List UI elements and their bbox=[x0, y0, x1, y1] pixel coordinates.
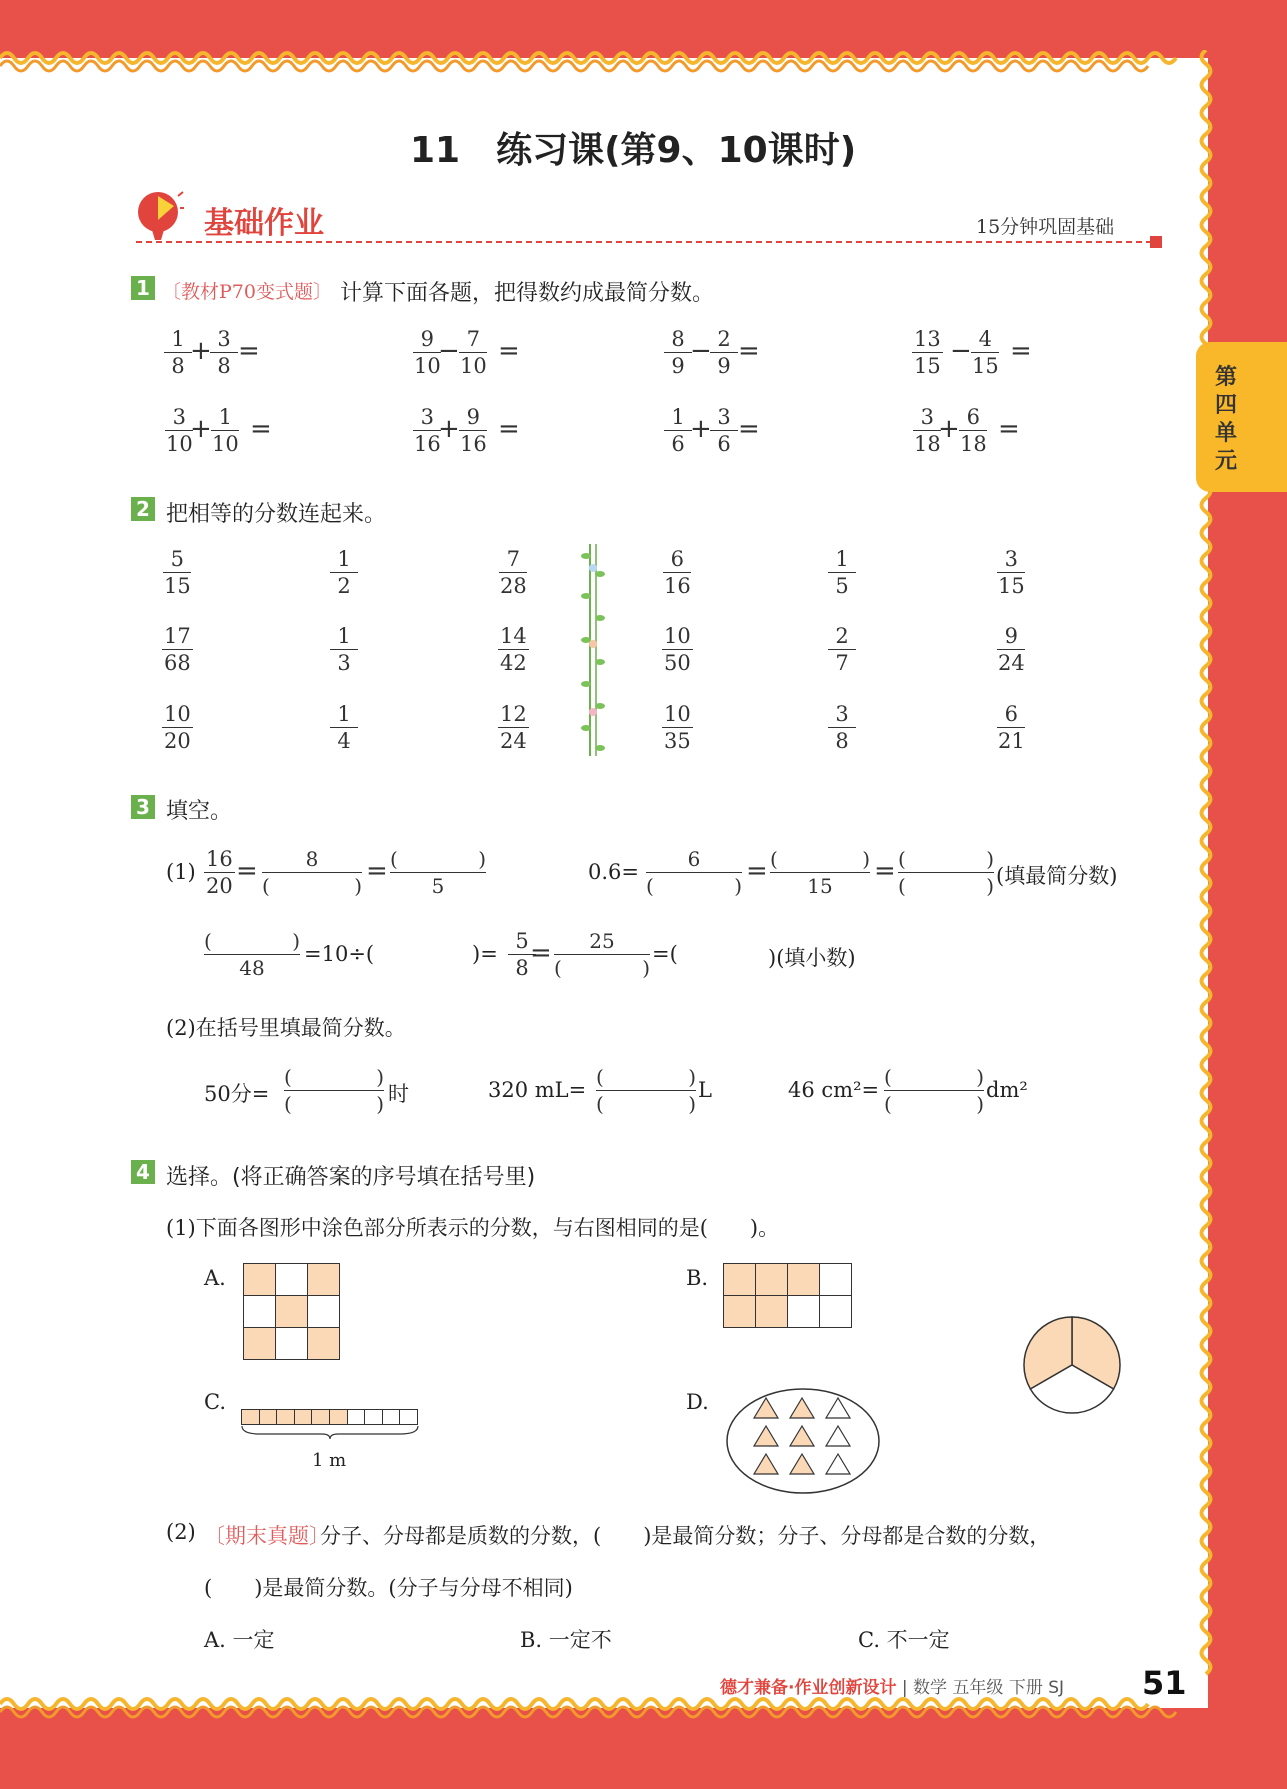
blank-fraction bbox=[646, 846, 742, 899]
denominator: 28 bbox=[500, 574, 527, 598]
paren: ( bbox=[898, 874, 906, 898]
unit-convert-label: 50分= bbox=[204, 1082, 270, 1106]
numerator: 5 bbox=[163, 546, 191, 573]
option-label-b: B. bbox=[686, 1266, 709, 1290]
numerator: 10 bbox=[664, 702, 691, 726]
page-title: 11 练习课(第9、10课时) bbox=[410, 130, 857, 171]
denominator: 8 bbox=[835, 729, 849, 753]
match-fraction-right bbox=[662, 546, 693, 599]
unit: dm² bbox=[986, 1078, 1028, 1102]
operator: + bbox=[190, 336, 212, 366]
match-fraction-right bbox=[662, 701, 693, 754]
match-fraction-left bbox=[498, 623, 529, 676]
equals-sign: = bbox=[1010, 336, 1032, 366]
equals-sign: = bbox=[238, 336, 260, 366]
blank-fraction[interactable] bbox=[284, 1064, 384, 1117]
choice-b[interactable]: B. 一定不 bbox=[520, 1628, 612, 1652]
blank-fraction bbox=[204, 928, 300, 981]
numerator: 6 bbox=[997, 701, 1025, 728]
numerator: 14 bbox=[500, 624, 527, 648]
denominator: 50 bbox=[664, 651, 691, 675]
paren: ( bbox=[284, 1092, 292, 1116]
choice-c[interactable]: C. 不一定 bbox=[858, 1628, 950, 1652]
footer-sep: | bbox=[901, 1678, 908, 1698]
grid-cell bbox=[819, 1295, 852, 1328]
numerator: 10 bbox=[664, 624, 691, 648]
equals-sign: = bbox=[250, 414, 272, 444]
numerator: 1 bbox=[330, 623, 358, 650]
expression-fraction bbox=[970, 326, 1001, 379]
paren: ( bbox=[204, 929, 212, 953]
footer-grade: 五年级 bbox=[952, 1678, 1004, 1698]
paren: ) bbox=[862, 847, 870, 871]
denominator: 3 bbox=[337, 651, 351, 675]
expression-fraction bbox=[664, 404, 692, 457]
match-fraction-right bbox=[662, 623, 693, 676]
paren: ) bbox=[688, 1065, 696, 1089]
question-number: 3 bbox=[131, 795, 155, 819]
denominator: 7 bbox=[835, 651, 849, 675]
equals-sign: = bbox=[998, 414, 1020, 444]
numerator: 17 bbox=[164, 624, 191, 648]
numerator: 5 bbox=[508, 928, 536, 955]
match-fraction-right bbox=[996, 546, 1027, 599]
match-fraction-left bbox=[330, 623, 358, 676]
unit-convert-label: 320 mL= bbox=[488, 1078, 587, 1102]
denominator: 15 bbox=[914, 354, 941, 378]
unit-convert-label: 46 cm²= bbox=[788, 1078, 880, 1102]
grid-cell bbox=[755, 1263, 788, 1296]
equals-sign: = bbox=[498, 414, 520, 444]
match-fraction-left bbox=[162, 701, 193, 754]
operator: + bbox=[938, 414, 960, 444]
operator: + bbox=[690, 414, 712, 444]
denominator: 21 bbox=[998, 729, 1025, 753]
match-fraction-left bbox=[162, 623, 193, 676]
part-text: (2)在括号里填最简分数。 bbox=[166, 1016, 406, 1040]
numerator: 8 bbox=[262, 846, 362, 873]
match-fraction-right bbox=[828, 546, 856, 599]
fill-note: (填最简分数) bbox=[996, 864, 1118, 888]
equals-sign: = bbox=[746, 856, 768, 886]
option-b-grid[interactable] bbox=[723, 1263, 853, 1328]
denominator: 2 bbox=[337, 574, 351, 598]
numerator: 3 bbox=[210, 326, 238, 353]
strip-cell bbox=[399, 1409, 418, 1425]
denominator: 24 bbox=[998, 651, 1025, 675]
denominator-blank[interactable] bbox=[554, 955, 650, 981]
paren: ( bbox=[884, 1065, 892, 1089]
grid-cell bbox=[275, 1295, 308, 1328]
equals-paren[interactable]: =( bbox=[652, 942, 678, 966]
denominator: 9 bbox=[671, 354, 685, 378]
part-text: (1)下面各图形中涂色部分所表示的分数，与右图相同的是( )。 bbox=[166, 1216, 780, 1240]
grid-cell bbox=[755, 1295, 788, 1328]
denominator: 10 bbox=[414, 354, 441, 378]
option-d-triangles[interactable] bbox=[724, 1386, 882, 1496]
operator: − bbox=[950, 336, 972, 366]
match-fraction-right bbox=[996, 701, 1027, 754]
numerator: 1 bbox=[330, 701, 358, 728]
question-number: 4 bbox=[131, 1160, 155, 1184]
grid-cell bbox=[307, 1327, 340, 1360]
numerator: 3 bbox=[913, 404, 941, 431]
paren: ) bbox=[986, 874, 994, 898]
footer-term: 下册 bbox=[1008, 1678, 1043, 1698]
fraction bbox=[204, 846, 235, 899]
denominator: 4 bbox=[337, 729, 351, 753]
grid-cell bbox=[275, 1263, 308, 1296]
denominator: 16 bbox=[664, 574, 691, 598]
paren: ) bbox=[734, 874, 742, 898]
division-text: =10÷( bbox=[304, 942, 375, 966]
part-label: (2) bbox=[166, 1520, 196, 1544]
denominator: 15 bbox=[164, 574, 191, 598]
blank-fraction[interactable] bbox=[596, 1064, 696, 1117]
match-fraction-left bbox=[498, 546, 529, 599]
option-a-grid[interactable] bbox=[243, 1263, 339, 1359]
equals-sign: = bbox=[498, 336, 520, 366]
match-fraction-left bbox=[330, 701, 358, 754]
match-fraction-left bbox=[498, 701, 529, 754]
paren: ) bbox=[986, 847, 994, 871]
top-wave-border bbox=[0, 40, 1287, 80]
denominator: 15 bbox=[972, 354, 999, 378]
strip-cell bbox=[294, 1409, 313, 1425]
part-text: ( )是最简分数。(分子与分母不相同) bbox=[204, 1576, 573, 1600]
denominator: 16 bbox=[414, 432, 441, 456]
grid-cell bbox=[243, 1327, 276, 1360]
strip-cell bbox=[241, 1409, 260, 1425]
expression-fraction bbox=[710, 326, 738, 379]
choice-a[interactable]: A. 一定 bbox=[204, 1628, 275, 1652]
decimal-label: 0.6= bbox=[588, 860, 639, 884]
question-text: 把相等的分数连起来。 bbox=[166, 502, 387, 527]
expression-fraction bbox=[458, 326, 489, 379]
part-label: (1) bbox=[166, 860, 196, 884]
reference-circle bbox=[1020, 1313, 1124, 1417]
numerator: 8 bbox=[664, 326, 692, 353]
equals-sign: = bbox=[874, 856, 896, 886]
question-text: 选择。(将正确答案的序号填在括号里) bbox=[166, 1165, 536, 1190]
section-divider bbox=[136, 241, 1162, 243]
denominator: 20 bbox=[164, 729, 191, 753]
option-c-strip[interactable] bbox=[241, 1409, 418, 1425]
operator: + bbox=[190, 414, 212, 444]
footer bbox=[720, 1673, 1064, 1698]
paren: ) bbox=[292, 929, 300, 953]
question-text: 填空。 bbox=[166, 799, 233, 824]
expression-fraction bbox=[958, 404, 989, 457]
length-label: 1 m bbox=[312, 1450, 347, 1471]
numerator: 1 bbox=[828, 546, 856, 573]
paren: ( bbox=[646, 874, 654, 898]
equals-sign: = bbox=[738, 414, 760, 444]
grid-cell bbox=[787, 1295, 820, 1328]
expression-fraction bbox=[210, 326, 238, 379]
denominator: 16 bbox=[460, 432, 487, 456]
grid-cell bbox=[723, 1263, 756, 1296]
paren: ) bbox=[976, 1092, 984, 1116]
numerator: 1 bbox=[330, 546, 358, 573]
paren: ( bbox=[262, 874, 270, 898]
equals-sign: = bbox=[366, 856, 388, 886]
grid-cell bbox=[787, 1263, 820, 1296]
paren: ( bbox=[884, 1092, 892, 1116]
numerator-blank[interactable] bbox=[204, 928, 300, 955]
denominator: 10 bbox=[460, 354, 487, 378]
side-tab-char: 第 bbox=[1214, 365, 1237, 390]
numerator: 6 bbox=[646, 846, 742, 873]
strip-cell bbox=[329, 1409, 348, 1425]
numerator: 3 bbox=[165, 404, 193, 431]
numerator: 3 bbox=[997, 546, 1025, 573]
length-brace bbox=[240, 1424, 420, 1440]
denominator: 15 bbox=[807, 874, 833, 898]
numerator: 25 bbox=[554, 928, 650, 955]
numerator: 1 bbox=[664, 404, 692, 431]
side-tab-char: 单 bbox=[1214, 421, 1237, 446]
side-tab-char: 元 bbox=[1214, 449, 1237, 474]
denominator: 68 bbox=[164, 651, 191, 675]
denominator: 24 bbox=[500, 729, 527, 753]
expression-fraction bbox=[210, 404, 241, 457]
strip-cell bbox=[276, 1409, 295, 1425]
denominator: 48 bbox=[239, 956, 265, 980]
match-fraction-left bbox=[330, 546, 358, 599]
section-note: 15分钟巩固基础 bbox=[976, 216, 1115, 238]
paren: ) bbox=[688, 1092, 696, 1116]
denominator-blank[interactable] bbox=[262, 873, 362, 899]
page-number: 51 bbox=[1142, 1664, 1187, 1702]
part-text: 分子、分母都是质数的分数，( )是最简分数；分子、分母都是合数的分数， bbox=[320, 1524, 1051, 1548]
match-fraction-right bbox=[996, 623, 1027, 676]
denominator: 8 bbox=[171, 354, 185, 378]
match-fraction-right bbox=[828, 623, 856, 676]
numerator: 13 bbox=[914, 327, 941, 351]
unit-side-tab bbox=[1196, 342, 1287, 492]
paren: ) bbox=[376, 1065, 384, 1089]
operator: − bbox=[438, 336, 460, 366]
denominator: 35 bbox=[664, 729, 691, 753]
operator: + bbox=[438, 414, 460, 444]
match-fraction-left bbox=[162, 546, 193, 599]
paren: ) bbox=[376, 1092, 384, 1116]
grid-cell bbox=[307, 1295, 340, 1328]
vine-divider bbox=[578, 544, 608, 756]
expression-fraction bbox=[710, 404, 738, 457]
unit: 时 bbox=[388, 1082, 409, 1106]
blank-fraction bbox=[262, 846, 362, 899]
strip-cell bbox=[382, 1409, 401, 1425]
denominator: 6 bbox=[671, 432, 685, 456]
denominator: 10 bbox=[212, 432, 239, 456]
numerator: 4 bbox=[971, 326, 999, 353]
denominator: 8 bbox=[515, 956, 529, 980]
grid-cell bbox=[723, 1295, 756, 1328]
paren: ( bbox=[554, 956, 562, 980]
grid-cell bbox=[819, 1263, 852, 1296]
denominator: 8 bbox=[217, 354, 231, 378]
blank-fraction bbox=[390, 846, 486, 899]
lamp-icon bbox=[128, 186, 184, 246]
numerator: 9 bbox=[459, 404, 487, 431]
numerator: 9 bbox=[413, 326, 441, 353]
numerator: 2 bbox=[710, 326, 738, 353]
blank-fraction bbox=[770, 846, 870, 899]
fill-note: )(填小数) bbox=[768, 946, 856, 970]
denominator: 18 bbox=[960, 432, 987, 456]
strip-cell bbox=[347, 1409, 366, 1425]
numerator: 3 bbox=[413, 404, 441, 431]
question-text: 计算下面各题，把得数约成最简分数。 bbox=[340, 281, 715, 306]
paren: ( bbox=[898, 847, 906, 871]
denominator: 20 bbox=[206, 874, 233, 898]
question-number: 1 bbox=[131, 276, 155, 300]
strip-cell bbox=[364, 1409, 383, 1425]
numerator: 10 bbox=[164, 702, 191, 726]
numerator: 9 bbox=[997, 623, 1025, 650]
paren: ) bbox=[976, 1065, 984, 1089]
denominator: 5 bbox=[431, 874, 445, 898]
footer-brand: 德才兼备·作业创新设计 bbox=[720, 1678, 897, 1698]
paren: ( bbox=[770, 847, 778, 871]
unit: L bbox=[698, 1078, 712, 1102]
strip-cell bbox=[259, 1409, 278, 1425]
numerator: 1 bbox=[211, 404, 239, 431]
denominator-blank[interactable] bbox=[646, 873, 742, 899]
division-close: )= bbox=[472, 942, 498, 966]
numerator: 2 bbox=[828, 623, 856, 650]
expression-fraction bbox=[664, 326, 692, 379]
option-label-c: C. bbox=[204, 1390, 226, 1414]
equals-sign: = bbox=[530, 938, 552, 968]
numerator-blank[interactable] bbox=[390, 846, 486, 873]
paren: ) bbox=[642, 956, 650, 980]
footer-edition: SJ bbox=[1048, 1678, 1065, 1698]
expression-fraction bbox=[912, 326, 943, 379]
grid-cell bbox=[275, 1327, 308, 1360]
operator: − bbox=[690, 336, 712, 366]
paren: ( bbox=[596, 1065, 604, 1089]
divider-end-mark bbox=[1150, 236, 1162, 248]
numerator: 6 bbox=[663, 546, 691, 573]
denominator: 15 bbox=[998, 574, 1025, 598]
option-label-a: A. bbox=[204, 1266, 226, 1290]
grid-cell bbox=[307, 1263, 340, 1296]
denominator: 10 bbox=[166, 432, 193, 456]
strip-cell bbox=[311, 1409, 330, 1425]
paren: ( bbox=[596, 1092, 604, 1116]
blank-fraction bbox=[554, 928, 650, 981]
question-number: 2 bbox=[131, 497, 155, 521]
numerator: 1 bbox=[164, 326, 192, 353]
blank-fraction[interactable] bbox=[898, 846, 994, 899]
numerator: 16 bbox=[206, 847, 233, 871]
grid-cell bbox=[243, 1263, 276, 1296]
numerator: 6 bbox=[959, 404, 987, 431]
paren: ( bbox=[284, 1065, 292, 1089]
side-tab-char: 四 bbox=[1214, 393, 1237, 418]
expression-fraction bbox=[458, 404, 489, 457]
paren: ( bbox=[390, 847, 398, 871]
denominator: 9 bbox=[717, 354, 731, 378]
option-label-d: D. bbox=[686, 1390, 709, 1414]
expression-fraction bbox=[164, 326, 192, 379]
question-tag: 〔期末真题〕 bbox=[204, 1524, 330, 1548]
paren: ) bbox=[354, 874, 362, 898]
question-tag: 〔教材P70变式题〕 bbox=[162, 281, 332, 303]
equals-sign: = bbox=[236, 856, 258, 886]
grid-cell bbox=[243, 1295, 276, 1328]
match-fraction-right bbox=[828, 701, 856, 754]
section-title: 基础作业 bbox=[204, 206, 324, 241]
paren: ) bbox=[478, 847, 486, 871]
denominator: 6 bbox=[717, 432, 731, 456]
numerator: 3 bbox=[828, 701, 856, 728]
denominator: 18 bbox=[914, 432, 941, 456]
blank-fraction[interactable] bbox=[884, 1064, 984, 1117]
denominator: 42 bbox=[500, 651, 527, 675]
numerator: 3 bbox=[710, 404, 738, 431]
right-wave-border bbox=[1196, 50, 1226, 1710]
footer-subject: 数学 bbox=[913, 1678, 948, 1698]
equals-sign: = bbox=[738, 336, 760, 366]
denominator: 5 bbox=[835, 574, 849, 598]
numerator: 12 bbox=[500, 702, 527, 726]
numerator: 7 bbox=[499, 546, 527, 573]
bottom-wave-border bbox=[0, 1690, 1287, 1730]
numerator-blank[interactable] bbox=[770, 846, 870, 873]
numerator: 7 bbox=[459, 326, 487, 353]
